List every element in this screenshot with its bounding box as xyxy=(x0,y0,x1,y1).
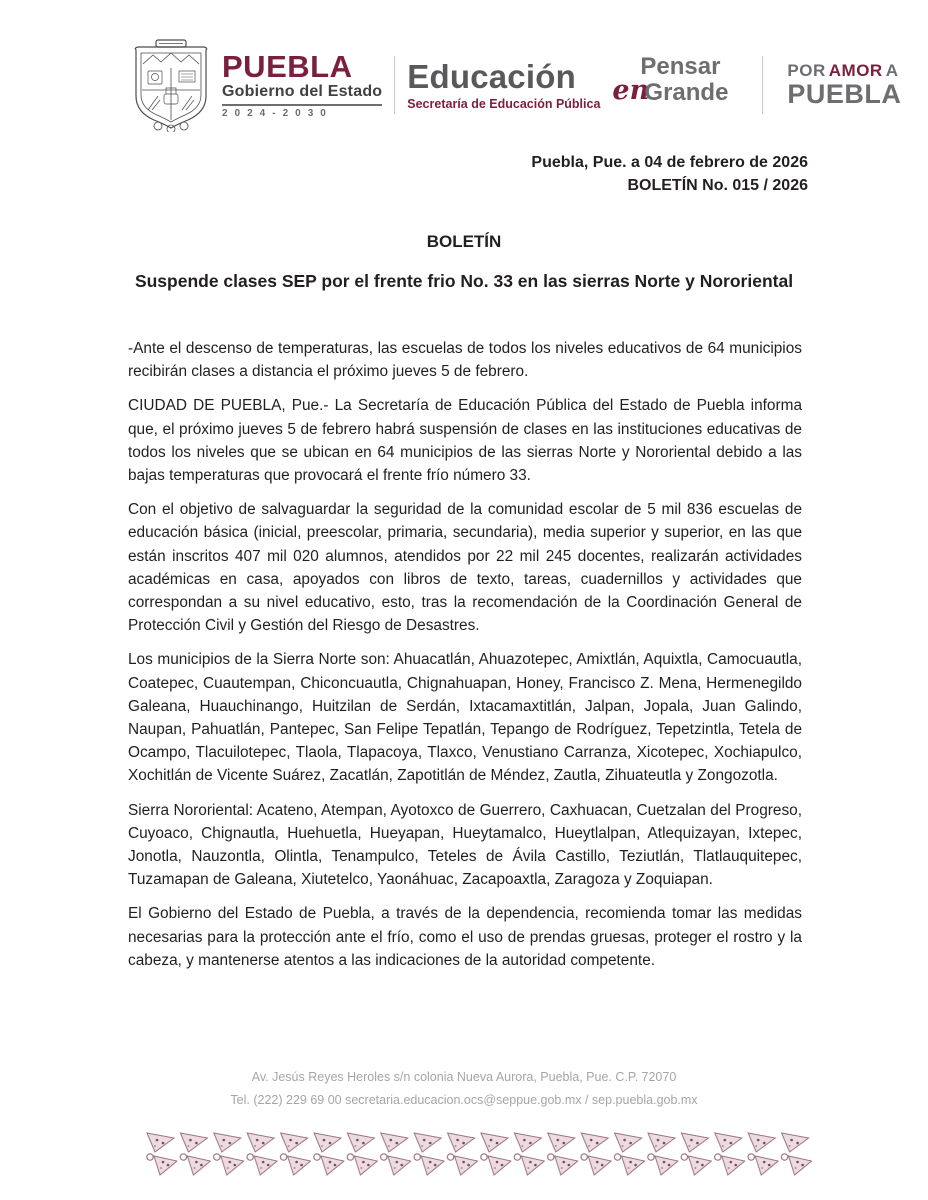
paragraph-sierra-norte: Los municipios de la Sierra Norte son: Ahuacatlán, Ahuazotepec, Amixtlán, Aquixtla, Camocuautla, Coatepec, Cuautempan, Chiconcuautla, Chignahuapan, Honey, Francisco Z. Mena, Hermenegildo Galeana, Huauchinango, Huitzilan de Serdán, Ixtacamaxtitlán, Jalpan, Jopala, Juan Galindo, Naupan, Pahuatlán, Pantepec, San Felipe Tepatlán, Tepango de Rodríguez, Tepetzintla, Tetela de Ocampo, Tlacuilotepec, Tlaola, Tlapacoya, Tlaxco, Venustiano Carranza, Xicotepec, Xochiapulco, Xochitlán de Vicente Suárez, Zacatlán, Zapotitlán de Méndez, Zautla, Zihuateutla y Zongozotla. xyxy=(128,651,802,785)
footer-address: Av. Jesús Reyes Heroles s/n colonia Nueva Aurora, Puebla, Pue. C.P. 72070 xyxy=(251,1070,677,1084)
talavera-border-ornament-icon xyxy=(144,1130,812,1180)
footer xyxy=(0,1066,928,1112)
slogan-word-grande: Grande xyxy=(644,79,729,106)
motto-line-1 xyxy=(787,62,901,79)
slogan-lockup xyxy=(612,53,750,117)
paragraph-lead: -Ante el descenso de temperaturas, las escuelas de todos los niveles educativos de 64 municipios recibirán clases a distancia el próximo jueves 5 de febrero. xyxy=(128,340,802,381)
motto-por: POR xyxy=(787,61,826,80)
motto-lockup xyxy=(787,62,901,108)
footer-contact: Tel. (222) 229 69 00 secretaria.educacion.ocs@seppue.gob.mx / sep.puebla.gob.mx xyxy=(230,1093,698,1107)
paragraph-details: Con el objetivo de salvaguardar la seguridad de la comunidad escolar de 5 mil 836 escuelas de educación básica (inicial, preescolar, primaria, secundaria), media superior y superior, en las que están inscritos 407 mil 020 alumnos, atendidos por 22 mil 245 docentes, realizarán actividades académicas en casa, apoyados con libros de texto, tareas, cuadernillos y actividades que correspondan a su nivel educativo, esto, tras la recomendación de la Coordinación General de Protección Civil y Gestión del Riesgo de Desastres. xyxy=(128,501,802,635)
header-divider-2 xyxy=(762,56,763,114)
slogan-word-en: en xyxy=(612,75,650,106)
kicker: BOLETÍN xyxy=(426,232,502,251)
education-subtitle: Secretaría de Educación Pública xyxy=(407,96,601,111)
header xyxy=(128,36,902,134)
motto-amor: AMOR xyxy=(828,61,883,80)
education-title: Educación xyxy=(407,57,576,95)
slogan-word-pensar: Pensar xyxy=(640,53,721,80)
dateline: Puebla, Pue. a 04 de febrero de 2026 xyxy=(531,154,808,171)
motto-a: A xyxy=(885,61,899,80)
bulletin-number: BOLETÍN No. 015 / 2026 xyxy=(627,177,808,194)
brand-subtitle: Gobierno del Estado xyxy=(222,83,383,100)
puebla-coat-of-arms-icon xyxy=(128,38,214,132)
education-lockup xyxy=(407,57,601,111)
headline: Suspende clases SEP por el frente frio No. 33 en las sierras Norte y Nororiental xyxy=(134,271,794,291)
brand-years: 2024-2030 xyxy=(222,104,382,119)
header-divider xyxy=(394,56,395,114)
paragraph-sierra-nororiental: Sierra Nororiental: Acateno, Atempan, Ayotoxco de Guerrero, Caxhuacan, Cuetzalan del Progreso, Cuyoaco, Chignautla, Huehuetla, Hueyapan, Hueytamalco, Hueytlalpan, Atlequizayan, Ixtepec, Jonotla, Nauzontla, Olintla, Tenampulco, Teteles de Ávila Castillo, Teziutlán, Tlatlauquitepec, Tuzamapan de Galeana, Xiutetelco, Yaonáhuac, Zacapoaxtla, Zaragoza y Zoquiapan. xyxy=(128,801,802,889)
motto-puebla: PUEBLA xyxy=(787,79,902,109)
brand-lockup xyxy=(222,51,382,119)
body-text xyxy=(128,337,802,983)
brand-name: PUEBLA xyxy=(222,49,353,84)
meta-block xyxy=(531,151,808,197)
paragraph-recommendations: El Gobierno del Estado de Puebla, a través de la dependencia, recomienda tomar las medidas necesarias para la protección ante el frío, como el uso de prendas gruesas, proteger el rostro y la cabeza, y mantenerse atentos a las indicaciones de la autoridad competente. xyxy=(128,905,802,969)
paragraph-announcement: CIUDAD DE PUEBLA, Pue.- La Secretaría de Educación Pública del Estado de Puebla informa que, el próximo jueves 5 de febrero habrá suspensión de clases en las instituciones educativas de todos los niveles que se ubican en 64 municipios de las sierras Norte y Nororiental debido a las bajas temperaturas que provocará el frente frío número 33. xyxy=(128,397,802,485)
